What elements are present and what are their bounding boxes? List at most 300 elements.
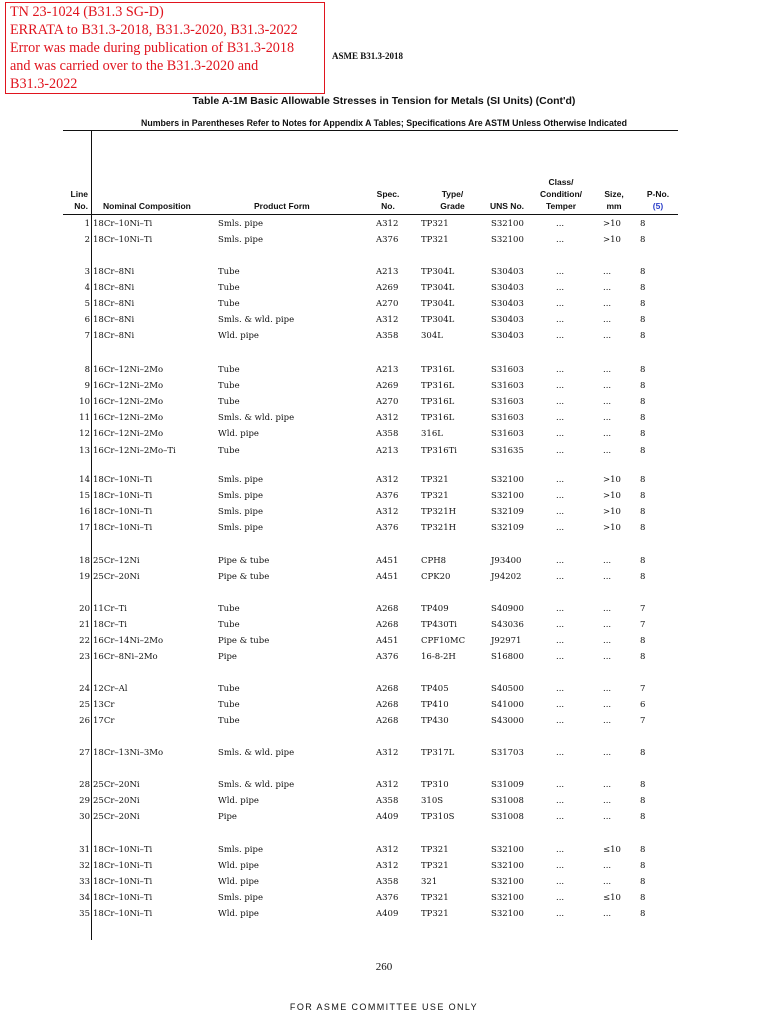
spec-number: A213 <box>376 365 399 375</box>
size-mm: ... <box>603 283 612 294</box>
nominal-composition: 16Cr–12Ni–2Mo <box>93 397 164 408</box>
type-grade: TP321H <box>421 523 457 534</box>
uns-number: S30403 <box>491 315 524 326</box>
line-number: 10 <box>79 397 90 408</box>
size-mm: >10 <box>603 491 621 502</box>
p-number: 8 <box>640 748 646 758</box>
nominal-composition: 16Cr–12Ni–2Mo–Ti <box>93 445 176 456</box>
uns-number: S31635 <box>491 445 524 456</box>
product-form: Pipe & tube <box>218 572 270 583</box>
product-form: Wld. pipe <box>218 796 259 807</box>
running-header: ASME B31.3-2018 <box>332 51 404 61</box>
nominal-composition: 16Cr–12Ni–2Mo <box>93 413 164 424</box>
uns-number: S32100 <box>491 893 524 904</box>
spec-number: A376 <box>376 652 399 663</box>
table-subtitle: Numbers in Parentheses Refer to Notes for Appendix A Tables; Specifications Are ASTM Unless Otherwise Indicated <box>140 118 628 128</box>
nominal-composition: 11Cr–Ti <box>93 604 128 614</box>
nominal-composition: 18Cr–13Ni–3Mo <box>93 748 164 758</box>
type-grade: TP321 <box>421 235 449 246</box>
line-number: 16 <box>79 507 90 518</box>
type-grade: TP409 <box>421 604 449 614</box>
product-form: Pipe <box>218 812 237 823</box>
table-row <box>0 410 768 426</box>
p-number: 8 <box>640 315 646 326</box>
p-number: 8 <box>640 652 646 663</box>
uns-number: S31009 <box>491 780 524 790</box>
class-condition: ... <box>556 283 565 294</box>
type-grade: 16-8-2H <box>421 652 456 663</box>
nominal-composition: 25Cr–20Ni <box>93 812 140 823</box>
type-grade: TP310 <box>421 780 449 790</box>
uns-number: S31603 <box>491 413 524 424</box>
size-mm: >10 <box>603 523 621 534</box>
product-form: Smls. pipe <box>218 235 263 246</box>
size-mm: ≤10 <box>603 893 621 904</box>
product-form: Smls. & wld. pipe <box>218 413 295 424</box>
size-mm: ... <box>603 877 612 888</box>
type-grade: TP304L <box>421 315 455 326</box>
nominal-composition: 18Cr–8Ni <box>93 331 135 342</box>
type-grade: TP317L <box>421 748 455 758</box>
p-number: 8 <box>640 365 646 375</box>
type-grade: TP316L <box>421 397 455 408</box>
size-mm: ... <box>603 315 612 326</box>
line-number: 21 <box>79 620 90 631</box>
class-condition: ... <box>556 235 565 246</box>
product-form: Wld. pipe <box>218 331 259 342</box>
line-number: 5 <box>84 299 90 310</box>
spec-number: A376 <box>376 523 399 534</box>
uns-number: S31703 <box>491 748 524 758</box>
spec-number: A358 <box>376 429 399 440</box>
table-row <box>0 858 768 874</box>
uns-number: S40900 <box>491 604 524 614</box>
product-form: Pipe & tube <box>218 636 270 647</box>
size-mm: ... <box>603 267 612 277</box>
size-mm: ... <box>603 365 612 375</box>
line-number: 29 <box>79 796 90 807</box>
top-rule <box>63 130 678 131</box>
size-mm: ... <box>603 716 612 727</box>
product-form: Smls. pipe <box>218 893 263 904</box>
type-grade: TP430Ti <box>421 620 458 631</box>
size-mm: ... <box>603 861 612 872</box>
type-grade: TP316L <box>421 365 455 375</box>
type-grade: TP321 <box>421 861 449 872</box>
size-mm: >10 <box>603 219 621 229</box>
product-form: Smls. & wld. pipe <box>218 315 295 326</box>
product-form: Tube <box>218 620 240 631</box>
size-mm: >10 <box>603 235 621 246</box>
product-form: Tube <box>218 716 240 727</box>
nominal-composition: 25Cr–20Ni <box>93 796 140 807</box>
nominal-composition: 25Cr–12Ni <box>93 556 140 566</box>
line-number: 30 <box>79 812 90 823</box>
line-number: 27 <box>79 748 90 758</box>
product-form: Pipe & tube <box>218 556 270 566</box>
uns-number: S32100 <box>491 235 524 246</box>
uns-number: J93400 <box>491 556 522 566</box>
p-number: 8 <box>640 475 646 485</box>
p-number: 7 <box>640 620 646 631</box>
p-number: 8 <box>640 381 646 392</box>
product-form: Wld. pipe <box>218 877 259 888</box>
line-number: 33 <box>79 877 90 888</box>
type-grade: TP410 <box>421 700 449 711</box>
product-form: Tube <box>218 397 240 408</box>
p-number: 8 <box>640 796 646 807</box>
nominal-composition: 16Cr–12Ni–2Mo <box>93 429 164 440</box>
line-number: 26 <box>79 716 90 727</box>
class-condition: ... <box>556 299 565 310</box>
p-number: 8 <box>640 507 646 518</box>
size-mm: ... <box>603 381 612 392</box>
uns-number: S32100 <box>491 861 524 872</box>
col-header-spec: Spec. No. <box>376 189 400 211</box>
nominal-composition: 13Cr <box>93 700 115 711</box>
product-form: Smls. pipe <box>218 219 263 229</box>
table-row <box>0 280 768 296</box>
nominal-composition: 18Cr–10Ni–Ti <box>93 909 153 920</box>
class-condition: ... <box>556 475 565 485</box>
class-condition: ... <box>556 331 565 342</box>
product-form: Smls. pipe <box>218 845 263 855</box>
spec-number: A269 <box>376 283 399 294</box>
line-number: 24 <box>79 684 90 694</box>
type-grade: 310S <box>421 796 444 807</box>
class-condition: ... <box>556 893 565 904</box>
class-condition: ... <box>556 652 565 663</box>
table-row <box>0 793 768 809</box>
spec-number: A358 <box>376 796 399 807</box>
p-number: 8 <box>640 572 646 583</box>
spec-number: A270 <box>376 299 399 310</box>
size-mm: ... <box>603 796 612 807</box>
line-number: 7 <box>84 331 90 342</box>
p-number: 6 <box>640 700 646 711</box>
type-grade: TP321 <box>421 475 449 485</box>
uns-number: S16800 <box>491 652 524 663</box>
class-condition: ... <box>556 429 565 440</box>
line-number: 12 <box>79 429 90 440</box>
p-number: 8 <box>640 893 646 904</box>
size-mm: ... <box>603 909 612 920</box>
line-number: 22 <box>79 636 90 647</box>
type-grade: 321 <box>421 877 438 888</box>
product-form: Smls. pipe <box>218 523 263 534</box>
class-condition: ... <box>556 365 565 375</box>
col-header-product-form: Product Form <box>254 201 310 211</box>
nominal-composition: 18Cr–8Ni <box>93 267 135 277</box>
table-row <box>0 472 768 488</box>
line-number: 31 <box>79 845 90 855</box>
uns-number: S31603 <box>491 429 524 440</box>
p-number: 8 <box>640 780 646 790</box>
spec-number: A376 <box>376 491 399 502</box>
product-form: Smls. pipe <box>218 475 263 485</box>
size-mm: ... <box>603 556 612 566</box>
spec-number: A451 <box>376 636 399 647</box>
product-form: Smls. & wld. pipe <box>218 748 295 758</box>
uns-number: S31603 <box>491 397 524 408</box>
uns-number: S32100 <box>491 845 524 855</box>
product-form: Pipe <box>218 652 237 663</box>
errata-line: Error was made during publication of B31.3-2018 <box>10 40 295 56</box>
errata-line: and was carried over to the B31.3-2020 and <box>10 58 259 74</box>
line-number: 35 <box>79 909 90 920</box>
p-number: 8 <box>640 331 646 342</box>
type-grade: TP316L <box>421 381 455 392</box>
line-number: 3 <box>84 267 90 277</box>
errata-line: B31.3-2022 <box>10 76 78 92</box>
uns-number: S30403 <box>491 267 524 277</box>
uns-number: S32109 <box>491 523 524 534</box>
size-mm: ... <box>603 331 612 342</box>
type-grade: 304L <box>421 331 443 342</box>
type-grade: CPH8 <box>421 556 447 566</box>
col-header-line: Line No. <box>70 189 88 211</box>
nominal-composition: 25Cr–20Ni <box>93 572 140 583</box>
errata-line: ERRATA to B31.3-2018, B31.3-2020, B31.3-2022 <box>10 22 298 38</box>
spec-number: A268 <box>376 604 399 614</box>
size-mm: ... <box>603 636 612 647</box>
class-condition: ... <box>556 845 565 855</box>
line-number: 34 <box>79 893 90 904</box>
col-header-pno: P-No. (5) <box>646 189 670 211</box>
uns-number: S31603 <box>491 365 524 375</box>
uns-number: S32109 <box>491 507 524 518</box>
table-row <box>0 553 768 569</box>
p-number: 8 <box>640 299 646 310</box>
table-row <box>0 713 768 729</box>
product-form: Tube <box>218 445 240 456</box>
product-form: Tube <box>218 684 240 694</box>
line-number: 8 <box>84 365 90 375</box>
line-number: 6 <box>84 315 90 326</box>
table-row <box>0 697 768 713</box>
size-mm: ... <box>603 780 612 790</box>
table-row <box>0 649 768 665</box>
line-number: 1 <box>84 219 90 229</box>
spec-number: A451 <box>376 556 399 566</box>
nominal-composition: 18Cr–10Ni–Ti <box>93 475 153 485</box>
spec-number: A213 <box>376 445 399 456</box>
table-row <box>0 520 768 536</box>
line-number: 28 <box>79 780 90 790</box>
nominal-composition: 12Cr–Al <box>93 684 128 694</box>
spec-number: A312 <box>376 861 399 872</box>
uns-number: J92971 <box>491 636 522 647</box>
nominal-composition: 17Cr <box>93 716 115 727</box>
size-mm: >10 <box>603 475 621 485</box>
line-number: 18 <box>79 556 90 566</box>
type-grade: TP316L <box>421 413 455 424</box>
table-row <box>0 601 768 617</box>
class-condition: ... <box>556 556 565 566</box>
p-number: 8 <box>640 267 646 277</box>
product-form: Smls. pipe <box>218 491 263 502</box>
spec-number: A312 <box>376 748 399 758</box>
product-form: Tube <box>218 381 240 392</box>
uns-number: S30403 <box>491 331 524 342</box>
line-number: 9 <box>84 381 90 392</box>
product-form: Tube <box>218 299 240 310</box>
uns-number: S32100 <box>491 475 524 485</box>
size-mm: ... <box>603 604 612 614</box>
product-form: Smls. pipe <box>218 507 263 518</box>
size-mm: ... <box>603 299 612 310</box>
uns-number: S43000 <box>491 716 524 727</box>
uns-number: S31008 <box>491 796 524 807</box>
table-row <box>0 906 768 922</box>
p-number: 8 <box>640 877 646 888</box>
size-mm: ... <box>603 748 612 758</box>
size-mm: ... <box>603 397 612 408</box>
table-row <box>0 633 768 649</box>
col-header-type: Type/ Grade <box>440 189 465 211</box>
class-condition: ... <box>556 620 565 631</box>
nominal-composition: 18Cr–Ti <box>93 620 128 631</box>
errata-line: TN 23-1024 (B31.3 SG-D) <box>10 4 164 20</box>
spec-number: A451 <box>376 572 399 583</box>
type-grade: TP321 <box>421 845 449 855</box>
type-grade: TP321 <box>421 909 449 920</box>
nominal-composition: 16Cr–8Ni–2Mo <box>93 652 158 663</box>
class-condition: ... <box>556 796 565 807</box>
line-number: 20 <box>79 604 90 614</box>
errata-note-box <box>5 2 325 94</box>
uns-number: S31008 <box>491 812 524 823</box>
uns-number: S32100 <box>491 491 524 502</box>
uns-number: S32100 <box>491 219 524 229</box>
type-grade: TP405 <box>421 684 449 694</box>
p-number: 8 <box>640 523 646 534</box>
nominal-composition: 16Cr–12Ni–2Mo <box>93 365 164 375</box>
spec-number: A268 <box>376 716 399 727</box>
p-number: 8 <box>640 219 646 229</box>
size-mm: ... <box>603 812 612 823</box>
spec-number: A312 <box>376 413 399 424</box>
table-row <box>0 874 768 890</box>
table-title: Table A-1M Basic Allowable Stresses in Tension for Metals (SI Units) (Cont'd) <box>192 95 576 107</box>
class-condition: ... <box>556 491 565 502</box>
table-row <box>0 842 768 858</box>
spec-number: A358 <box>376 331 399 342</box>
class-condition: ... <box>556 877 565 888</box>
line-number: 2 <box>84 235 90 246</box>
product-form: Tube <box>218 283 240 294</box>
table-row <box>0 681 768 697</box>
p-number: 7 <box>640 604 646 614</box>
type-grade: TP321 <box>421 893 449 904</box>
p-number: 8 <box>640 636 646 647</box>
class-condition: ... <box>556 267 565 277</box>
class-condition: ... <box>556 748 565 758</box>
class-condition: ... <box>556 413 565 424</box>
nominal-composition: 18Cr–10Ni–Ti <box>93 507 153 518</box>
type-grade: TP321H <box>421 507 457 518</box>
product-form: Tube <box>218 604 240 614</box>
nominal-composition: 18Cr–8Ni <box>93 283 135 294</box>
line-number: 13 <box>79 445 90 456</box>
uns-number: S30403 <box>491 283 524 294</box>
p-number: 8 <box>640 283 646 294</box>
size-mm: ... <box>603 652 612 663</box>
uns-number: S32100 <box>491 909 524 920</box>
nominal-composition: 18Cr–10Ni–Ti <box>93 877 153 888</box>
product-form: Wld. pipe <box>218 909 259 920</box>
line-number: 11 <box>79 413 90 424</box>
size-mm: ... <box>603 572 612 583</box>
class-condition: ... <box>556 572 565 583</box>
page-number: 260 <box>375 961 393 973</box>
spec-number: A376 <box>376 893 399 904</box>
product-form: Wld. pipe <box>218 429 259 440</box>
product-form: Tube <box>218 365 240 375</box>
line-number: 15 <box>79 491 90 502</box>
type-grade: TP430 <box>421 716 449 727</box>
class-condition: ... <box>556 381 565 392</box>
p-number: 8 <box>640 556 646 566</box>
class-condition: ... <box>556 700 565 711</box>
class-condition: ... <box>556 604 565 614</box>
product-form: Smls. & wld. pipe <box>218 780 295 790</box>
size-mm: ... <box>603 445 612 456</box>
p-number: 8 <box>640 445 646 456</box>
class-condition: ... <box>556 812 565 823</box>
type-grade: TP316Ti <box>421 445 458 456</box>
product-form: Tube <box>218 700 240 711</box>
col-header-size: Size, mm <box>604 189 624 211</box>
spec-number: A268 <box>376 684 399 694</box>
p-number: 7 <box>640 684 646 694</box>
nominal-composition: 16Cr–14Ni–2Mo <box>93 636 164 647</box>
nominal-composition: 18Cr–8Ni <box>93 299 135 310</box>
table-row <box>0 378 768 394</box>
header-bottom-rule <box>63 214 678 215</box>
line-number: 25 <box>79 700 90 711</box>
class-condition: ... <box>556 315 565 326</box>
size-mm: ... <box>603 413 612 424</box>
uns-number: S30403 <box>491 299 524 310</box>
footer-notice: FOR ASME COMMITTEE USE ONLY <box>289 1002 479 1012</box>
uns-number: S31603 <box>491 381 524 392</box>
line-number: 17 <box>79 523 90 534</box>
table-row <box>0 745 768 761</box>
spec-number: A312 <box>376 507 399 518</box>
class-condition: ... <box>556 684 565 694</box>
spec-number: A269 <box>376 381 399 392</box>
p-number: 8 <box>640 491 646 502</box>
table-row <box>0 890 768 906</box>
table-row <box>0 426 768 442</box>
col-header-class: Class/ Condition/ Temper <box>539 177 582 211</box>
nominal-composition: 18Cr–10Ni–Ti <box>93 235 153 246</box>
spec-number: A312 <box>376 780 399 790</box>
table-row <box>0 504 768 520</box>
col-header-uns: UNS No. <box>490 201 524 211</box>
type-grade: TP321 <box>421 491 449 502</box>
type-grade: CPF10MC <box>421 636 466 647</box>
class-condition: ... <box>556 861 565 872</box>
p-number: 8 <box>640 812 646 823</box>
uns-number: S32100 <box>491 877 524 888</box>
nominal-composition: 18Cr–10Ni–Ti <box>93 523 153 534</box>
nominal-composition: 25Cr–20Ni <box>93 780 140 790</box>
p-number: 8 <box>640 429 646 440</box>
class-condition: ... <box>556 445 565 456</box>
line-number: 4 <box>84 283 90 294</box>
